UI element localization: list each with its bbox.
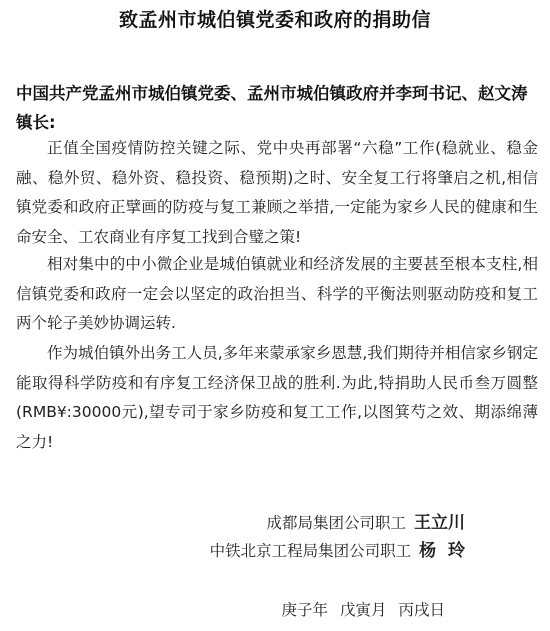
date-year: 庚子年 [281, 601, 328, 619]
signature-line-2 [210, 537, 465, 565]
letter-paragraph-3: 作为城伯镇外出务工人员,多年来蒙承家乡恩慧,我们期待并相信家乡钢定能取得科学防疫和有序复工经济保卫战的胜利.为此,特捐助人民币叁万圆整(RMB¥:30000元),望专司于家乡防疫和复工工作,以图箕芍之效、期添绵薄之力! [16, 344, 538, 451]
signature-name: 王立川 [414, 513, 465, 533]
signature-name: 杨 玲 [419, 541, 465, 561]
date-day: 丙戌日 [398, 601, 445, 619]
date-month: 戊寅月 [339, 601, 387, 619]
letter-salutation: 中国共产党孟州市城伯镇党委、孟州市城伯镇政府并李珂书记、赵文涛镇长: [16, 84, 528, 132]
letter-paragraph-1: 正值全国疫情防控关键之际、党中央再部署“六稳”工作(稳就业、稳金融、稳外贸、稳外资、稳投资、稳预期)之时、安全复工行将肇启之机,相信镇党委和政府正擘画的防疫与复工兼顾之举措,一定能为家乡人民的健康和生命安全、工农商业有序复工找到合璧之策! [16, 139, 538, 246]
letter-date [281, 596, 445, 624]
signature-affiliation: 中铁北京工程局集团公司职工 [209, 542, 412, 560]
signature-line-1 [266, 509, 465, 537]
signature-affiliation: 成都局集团公司职工 [266, 514, 406, 532]
letter-paragraph-2: 相对集中的中小微企业是城伯镇就业和经济发展的主要甚至根本支柱,相信镇党委和政府一定会以坚定的政治担当、科学的平衡法则驱动防疫和复工两个轮子美妙协调运转. [16, 255, 538, 332]
letter-title: 致孟州市城伯镇党委和政府的捐助信 [118, 9, 431, 31]
